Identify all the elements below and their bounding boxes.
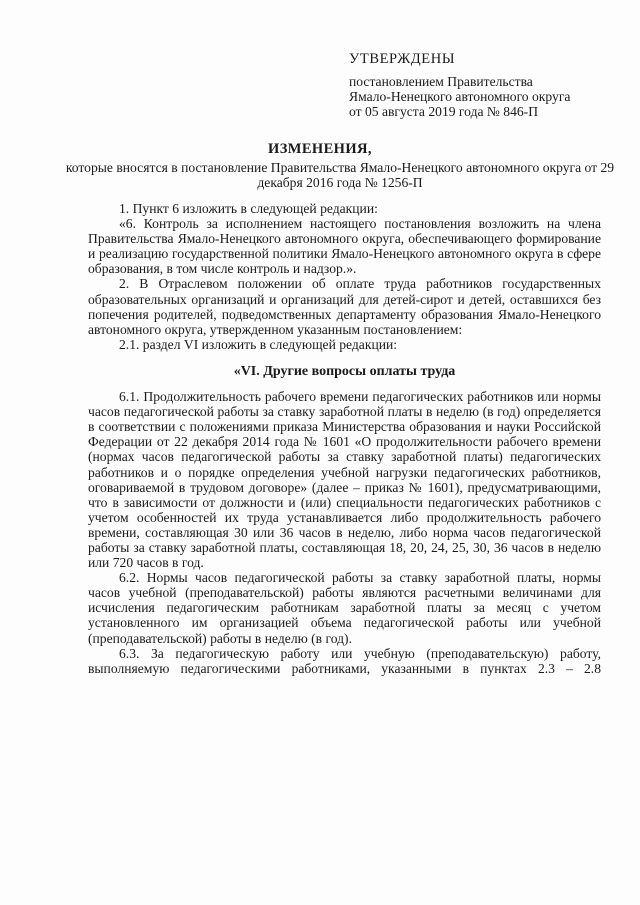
paragraph-6-3: 6.3. За педагогическую работу или учебную (преподавательскую) работу, выполняемую педагогическими работниками, указанными в пунктах 2.3 – 2.8 [88, 645, 601, 676]
paragraph-1: 1. Пункт 6 изложить в следующей редакции: [119, 201, 378, 216]
section-title: «VI. Другие вопросы оплаты труда [233, 363, 456, 379]
approval-line-1: постановлением Правительства [349, 74, 533, 90]
paragraph-2: 2. В Отраслевом положении об оплате труда работников государственных образовательных организаций и организаций для детей-сирот и детей, оставшихся без попечения родителей, подведомственных департаменту образования Ямало-Ненецкого автономного округа, утвержденном указанным постановлением: [88, 276, 601, 337]
approval-heading: УТВЕРЖДЕНЫ [349, 51, 456, 67]
paragraph-6-1: 6.1. Продолжительность рабочего времени педагогических работников или нормы часов педагогической работы за ставку заработной платы в неделю (в год) определяется в соответствии с положениями приказа Министерства образования и науки Российской Федерации от 22 декабря 2014 года № 1601 «О продолжительности рабочего времени (нормах часов педагогической работы за ставку заработной платы) педагогических работников и о порядке определения учебной нагрузки педагогических работников, оговариваемой в трудовом договоре» (далее – приказ № 1601), предусматривающими, что в зависимости от должности и (или) специальности педагогических работников с учетом особенностей их труда устанавливается либо продолжительность рабочего времени, составляющая 30 или 36 часов в неделю, либо норма часов педагогической работы за ставку заработной платы, составляющая 18, 20, 24, 25, 30, 36 часов в неделю или 720 часов в год. [88, 389, 601, 571]
document-subtitle: которые вносятся в постановление Правительства Ямало-Ненецкого автономного округа от 29 декабря 2016 года № 1256-П [65, 160, 615, 190]
paragraph-1-quote: «6. Контроль за исполнением настоящего постановления возложить на члена Правительства Ямало-Ненецкого автономного округа, обеспечивающего формирование и реализацию государственной политики Ямало-Ненецкого автономного округа в сфере образования, в том числе контроль и надзор.». [88, 216, 601, 277]
document-title: ИЗМЕНЕНИЯ, [268, 141, 372, 157]
document-body [88, 201, 601, 676]
paragraph-2-1: 2.1. раздел VI изложить в следующей редакции: [119, 336, 398, 352]
approval-line-3: от 05 августа 2019 года № 846-П [349, 104, 539, 120]
paragraph-6-2: 6.2. Нормы часов педагогической работы за ставку заработной платы, нормы часов учебной (преподавательской) работы являются расчетными величинами для исчисления педагогическим работникам заработной платы за месяц с учетом установленного им организацией объема педагогической работы или учебной (преподавательской) работы в неделю (в год). [88, 570, 601, 646]
approval-line-2: Ямало-Ненецкого автономного округа [349, 89, 571, 105]
approval-stamp [349, 52, 629, 119]
